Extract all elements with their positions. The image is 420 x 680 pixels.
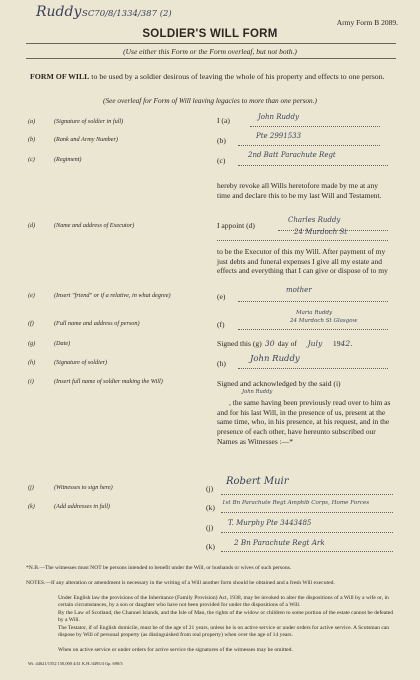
label-g: (g) (Date) [28,340,71,347]
rank-number-b: Pte 2991533 [256,132,302,140]
nb-witness-note: *N.B.—The witnesses must NOT be persons intended to benefit under the Will, or husbands or wives of such persons. [26,565,292,571]
leader-c [238,165,388,166]
intro-paragraph [30,72,390,82]
executor-name-d: Charles Ruddy [288,216,341,224]
notes-scotland: By the Law of Scotland, the Channel Islands, and the Isle of Man, the rights of the widow or children to some portion of the estate cannot be defeated by a Will. [58,610,394,623]
leader-k2 [221,551,393,552]
revoke-paragraph: hereby revoke all Wills heretofore made by me at any time and declare this to be my last Will and Testament. [217,181,382,200]
regiment-c: 2nd Batt Parachute Regt [248,151,336,159]
soldier-signature-h: John Ruddy [250,354,300,364]
overleaf-note: (See overleaf for Form of Will leaving legacies to more than one person.) [103,96,317,105]
handwritten-surname: Ruddy [36,4,82,20]
leader-j [221,494,393,495]
notes-age: The Testator, if of English domicile, must be of the age of 21 years, unless he is on active service or under orders for active service. A Scotsman can dispose by Will of personal property (as distinguished from real property) when over the age of 14 years. [58,625,390,638]
label-i: (i) (Insert full name of soldier making the Will) [28,378,163,385]
notes-active-service: When on active service or under orders for active service the signatures of the witnesses may be omitted. [58,647,293,653]
date-month: July [307,339,323,348]
ack-paragraph: , the same having been previously read over to him as and for his last Will, in the presence of us, present at the same time, who, in his presence, at his request, and in the presence of each other, have hereunto subscribed our Names as Witnesses :—* [217,398,391,446]
soldier-name-i: John Ruddy [242,389,273,395]
title-rule [26,43,396,44]
leader-d2 [217,240,388,241]
ack-line: Signed and acknowledged by the said (i) [217,379,341,388]
executor-paragraph: to be the Executor of this my Will. After payment of my just debts and funeral expenses I give all my estate and effects and everything that I can give or dispose of to my [217,247,388,276]
mark-f: (f) [217,320,225,329]
mark-a: I (a) [217,116,230,125]
witness1-address: 1st Bn Parachute Regt Amphib Corps, Home Forces [222,500,370,506]
mark-h: (h) [217,359,226,368]
beneficiary-name-f: Maria Ruddy [296,310,333,316]
mark-j: (j) [206,484,214,493]
subtitle-rule [26,58,396,59]
label-e: (e) (Insert "friend" or if a relative, in what degree) [28,292,171,299]
leader-h [238,368,388,369]
leader-b [238,145,380,146]
mark-c: (c) [217,156,226,165]
intro-bold: FORM OF WILL [30,72,90,81]
notes-alteration: NOTES.—If any alteration or amendment is necessary in the writing of a Will another form should be obtained and a fresh Will executed. [26,580,335,586]
label-d: (d) (Name and address of Executor) [28,222,135,229]
leader-j2 [221,532,393,533]
executor-address-d: 24 Murdoch St [294,228,348,236]
soldier-signature-a: John Ruddy [258,113,299,121]
form-number: Army Form B 2089. [336,18,398,27]
notes-inheritance: Under English law the provisions of the Inheritance (Family Provision) Act, 1938, may be invoked to alter the dispositions of a Will by a wife or, in certain circumstances, by a son or daughter who have not been provided for under the dispositions of a Will. [58,595,389,608]
mark-b: (b) [217,136,226,145]
leader-e [238,301,388,302]
date-day: 30 [264,339,275,348]
witness2-address: 2 Bn Parachute Regt Ark [234,538,325,547]
label-h: (h) (Signature of soldier) [28,359,108,366]
mark-j2: (j) [206,523,214,532]
date-year: 42. [340,339,353,348]
signed-date-line: Signed this (g) 30 day of July 1942. [217,339,353,348]
leader-f [238,329,388,330]
form-subtitle: (Use either this Form or the Form overleaf, but not both.) [123,47,297,56]
mark-k2: (k) [206,542,215,551]
label-b: (b) (Rank and Army Number) [28,136,118,143]
label-k: (k) (Add addresses in full) [28,503,110,510]
mark-d: I appoint (d) [217,221,255,230]
archive-reference: SC70/8/1334/387 (2) [82,9,172,19]
mark-e: (e) [217,292,226,301]
label-f: (f) (Full name and address of person) [28,320,140,327]
beneficiary-address-f: 24 Murdoch St Glasgow [290,318,358,324]
leader-a [250,126,380,127]
relation-e: mother [286,286,312,294]
label-a: (a) (Signature of soldier in full) [28,118,124,125]
intro-rest: to be used by a soldier desirous of leaving the whole of his property and effects to one person. [89,72,385,81]
leader-k [221,512,393,513]
label-j: (j) (Witnesses to sign here) [28,484,113,491]
witness2-signature: T. Murphy Pte 3443485 [228,519,312,527]
label-c: (c) (Regiment) [28,156,82,163]
mark-k: (k) [206,503,215,512]
printer-imprint: Wt. 44621/1552 150,000 4/41 K.H./4495/4 Gp. 698/3 [28,661,123,666]
witness1-signature: Robert Muir [226,476,289,487]
form-title: SOLDIER'S WILL FORM [142,28,278,40]
